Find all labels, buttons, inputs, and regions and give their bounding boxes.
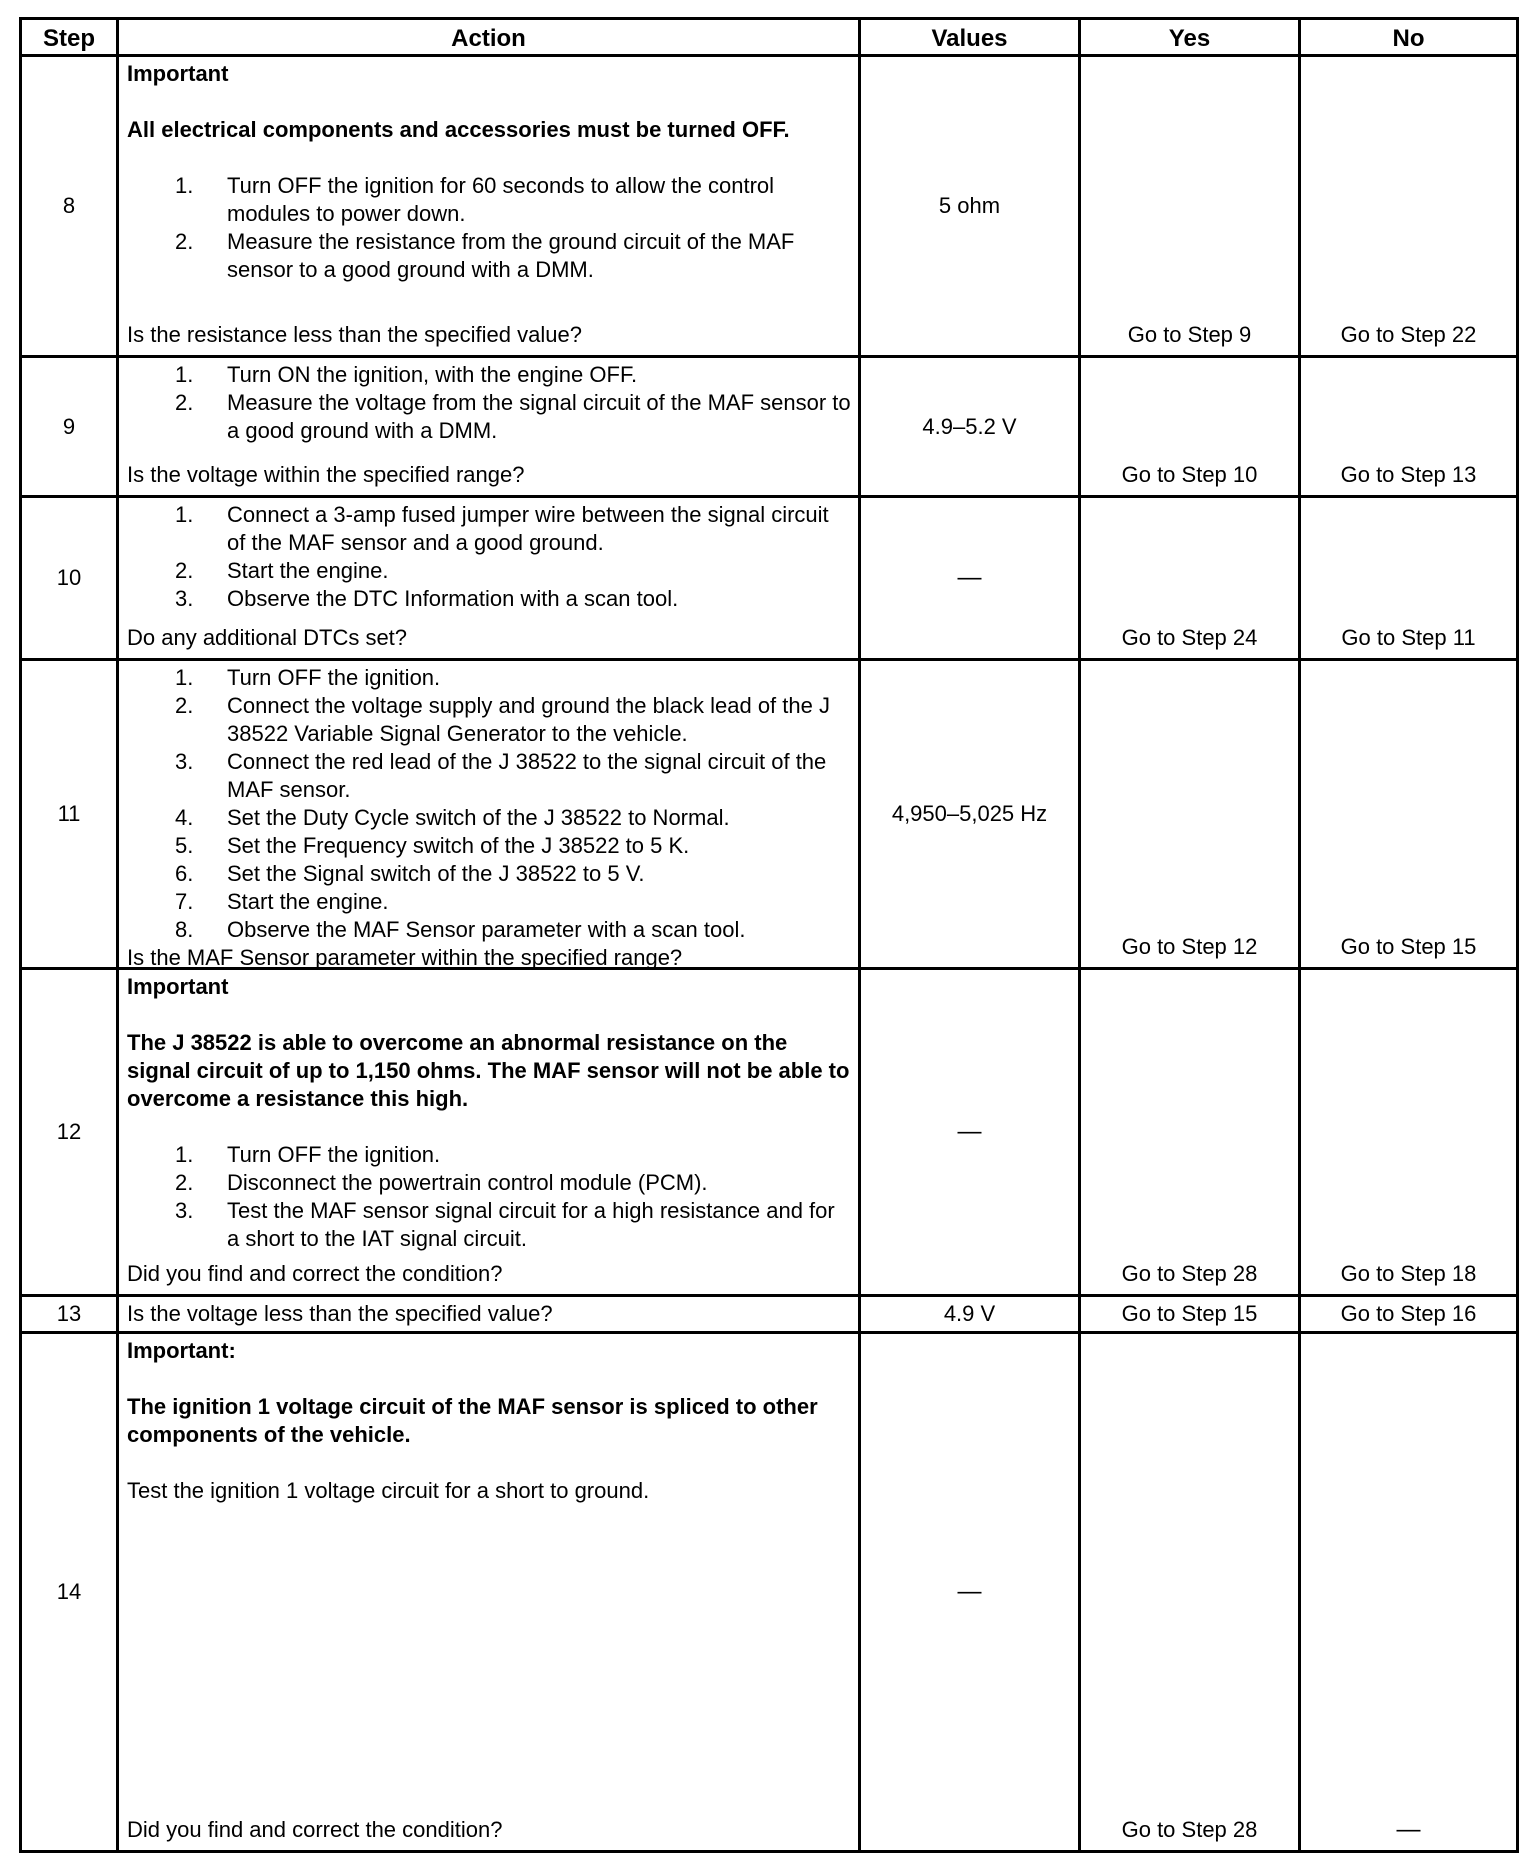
step-number: 10 [22,498,119,658]
list-item: 8. Observe the MAF Sensor parameter with a scan tool. [175,917,746,942]
question-text: Is the voltage within the specified range? [127,462,525,487]
header-no: No [1392,25,1425,52]
table-row-step-14 [22,1334,1516,1850]
question-text: Did you find and correct the condition? [127,1817,503,1842]
question-text: Did you find and correct the condition? [127,1261,503,1286]
list-item: 6. Set the Signal switch of the J 38522 to 5 V. [175,861,645,886]
important-label: Important: [127,1338,236,1363]
no-goto-link: Go to Step 11 [1341,625,1476,650]
procedure-list [127,664,852,944]
list-item: 1. Turn OFF the ignition. [175,1142,441,1167]
list-item: 5. Set the Frequency switch of the J 38522 to 5 K. [175,833,690,858]
value-cell: 4,950–5,025 Hz [861,661,1081,967]
list-item: 1. Turn ON the ignition, with the engine OFF. [175,362,638,387]
list-item: 3. Test the MAF sensor signal circuit for a high resistance and for a short to the IAT signal circuit. [175,1198,835,1251]
header-values: Values [861,20,1081,54]
action-cell [119,498,861,658]
list-item: 1. Turn OFF the ignition for 60 seconds to allow the control modules to power down. [175,173,775,226]
list-item: 4. Set the Duty Cycle switch of the J 38522 to Normal. [175,805,730,830]
step-number: 14 [22,1334,119,1850]
important-text: All electrical components and accessories must be turned OFF. [127,117,790,142]
instruction-text: Test the ignition 1 voltage circuit for a short to ground. [127,1478,650,1503]
yes-goto-link: Go to Step 12 [1121,934,1258,959]
action-cell [119,358,861,495]
important-text: The J 38522 is able to overcome an abnormal resistance on the signal circuit of up to 1,150 ohms. The MAF sensor will not be able to overcome a resistance this high. [127,1030,850,1111]
question-text: Do any additional DTCs set? [127,625,408,650]
no-goto-link: Go to Step 18 [1340,1261,1477,1286]
table-row-step-13 [22,1297,1516,1334]
list-item: 3. Connect the red lead of the J 38522 to the signal circuit of the MAF sensor. [175,749,827,802]
value-cell: 5 ohm [861,57,1081,355]
yes-goto-link: Go to Step 9 [1127,322,1252,347]
no-cell [1301,970,1516,1294]
no-goto-link: Go to Step 16 [1340,1301,1477,1326]
action-cell [119,1334,861,1850]
important-label: Important [127,974,229,999]
list-item: 2. Start the engine. [175,558,389,583]
value-cell: 4.9–5.2 V [861,358,1081,495]
no-cell [1301,498,1516,658]
table-header-row [22,20,1516,57]
value-cell: — [861,970,1081,1294]
yes-cell [1081,498,1301,658]
no-cell [1301,57,1516,355]
table-row-step-12 [22,970,1516,1297]
yes-cell [1081,661,1301,967]
table-row-step-8 [22,57,1516,358]
header-action: Action [119,20,861,54]
procedure-list [127,1141,852,1253]
table-row-step-9 [22,358,1516,498]
yes-cell [1081,1334,1301,1850]
action-cell [119,970,861,1294]
question-text: Is the resistance less than the specified value? [127,322,582,347]
table-row-step-11 [22,661,1516,970]
no-cell [1301,661,1516,967]
question-text: Is the MAF Sensor parameter within the specified range? [127,945,683,970]
yes-cell [1081,970,1301,1294]
step-number: 11 [22,661,119,967]
yes-cell [1081,358,1301,495]
yes-goto-link: Go to Step 10 [1121,462,1258,487]
list-item: 1. Connect a 3-amp fused jumper wire between the signal circuit of the MAF sensor and a good ground. [175,502,829,555]
step-number: 12 [22,970,119,1294]
procedure-list [127,501,852,613]
header-yes: Yes [1081,20,1301,54]
list-item: 2. Connect the voltage supply and ground the black lead of the J 38522 Variable Signal Generator to the vehicle. [175,693,830,746]
value-cell: 4.9 V [861,1297,1081,1331]
yes-goto-link: Go to Step 24 [1121,625,1258,650]
question-text: Is the voltage less than the specified value? [127,1301,553,1326]
yes-goto-link: Go to Step 15 [1081,1297,1301,1331]
no-goto-link: Go to Step 22 [1340,322,1477,347]
no-cell [1301,358,1516,495]
value-cell: — [861,1334,1081,1850]
table-row-step-10 [22,498,1516,661]
procedure-list [127,172,852,284]
no-goto-link: Go to Step 13 [1340,462,1477,487]
no-goto-link: — [1396,1816,1421,1843]
procedure-list [127,361,852,445]
action-cell [119,57,861,355]
yes-cell [1081,57,1301,355]
list-item: 7. Start the engine. [175,889,389,914]
no-goto-link: Go to Step 15 [1340,934,1477,959]
diagnostic-table [19,17,1519,1853]
step-number: 13 [22,1297,119,1331]
yes-goto-link: Go to Step 28 [1121,1261,1258,1286]
list-item: 2. Measure the voltage from the signal circuit of the MAF sensor to a good ground with a DMM. [175,390,851,443]
step-number: 9 [22,358,119,495]
no-cell [1301,1334,1516,1850]
list-item: 3. Observe the DTC Information with a scan tool. [175,586,679,611]
action-cell [119,1297,861,1331]
list-item: 2. Measure the resistance from the ground circuit of the MAF sensor to a good ground with a DMM. [175,229,795,282]
header-step: Step [22,20,119,54]
important-text: The ignition 1 voltage circuit of the MAF sensor is spliced to other components of the vehicle. [127,1394,818,1447]
important-label: Important [127,61,229,86]
yes-goto-link: Go to Step 28 [1121,1817,1258,1842]
step-number: 8 [22,57,119,355]
list-item: 1. Turn OFF the ignition. [175,665,441,690]
list-item: 2. Disconnect the powertrain control module (PCM). [175,1170,708,1195]
action-cell [119,661,861,970]
value-cell: — [861,498,1081,658]
